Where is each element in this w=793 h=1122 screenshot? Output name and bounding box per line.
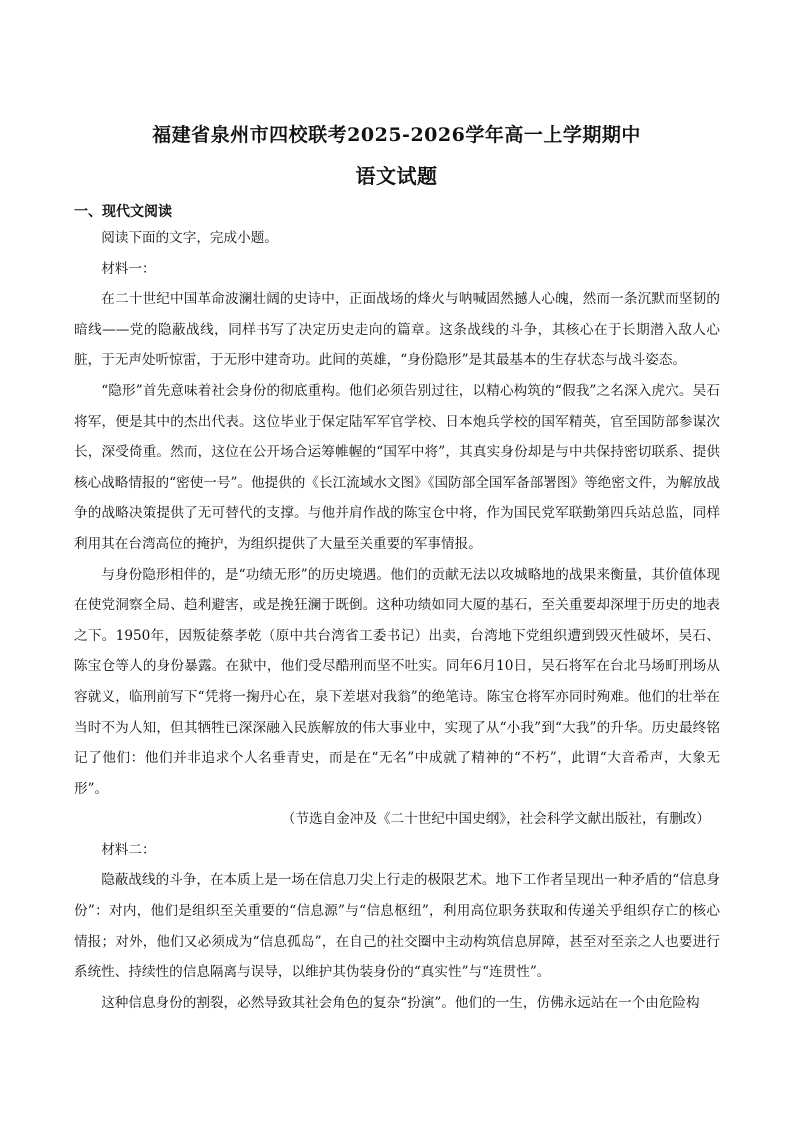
section-heading: 一、现代文阅读	[74, 204, 172, 220]
document-title: 福建省泉州市四校联考2025-2026学年高一上学期期中	[152, 124, 641, 146]
material2-paragraph: 隐蔽战线的斗争，在本质上是一场在信息刀尖上行走的极限艺术。地下工作者呈现出一种矛盾的“信息身份”：对内，他们是组织至关重要的“信息源”与“信息枢纽”，利用高位职务获取和传递关乎组织存亡的核心情报；对外，他们又必须成为“信息孤岛”，在自己的社交圈中主动构筑信息屏障，甚至对至亲之人也要进行系统性、持续性的信息隔离与误导，以维护其伪装身份的“真实性”与“连贯性”。	[74, 872, 720, 981]
material2-paragraph: 这种信息身份的割裂，必然导致其社会角色的复杂“扮演”。他们的一生，仿佛永远站在一个由危险构	[101, 994, 700, 1011]
instruction-text: 阅读下面的文字，完成小题。	[101, 230, 278, 246]
document-subtitle: 语文试题	[355, 164, 438, 188]
material1-source: （节选自金冲及《二十世纪中国史纲》，社会科学文献出版社，有删改）	[281, 811, 710, 828]
document-body	[74, 223, 720, 1018]
material2-label: 材料二：	[101, 841, 156, 858]
material1-paragraph: 在二十世纪中国革命波澜壮阔的史诗中，正面战场的烽火与呐喊固然撼人心魄，然而一条沉默而坚韧的暗线——党的隐蔽战线，同样书写了决定历史走向的篇章。这条战线的斗争，其核心在于长期潜入敌人心脏，于无声处听惊雷，于无形中建奇功。此间的英雄，“身份隐形”是其最基本的生存状态与战斗姿态。	[74, 291, 720, 369]
material1-paragraph: 与身份隐形相伴的，是“功绩无形”的历史境遇。他们的贡献无法以攻城略地的战果来衡量，其价值体现在使党洞察全局、趋利避害，或是挽狂澜于既倒。这种功绩如同大厦的基石，至关重要却深埋于历史的地表之下。1950年，因叛徒蔡孝乾（原中共台湾省工委书记）出卖，台湾地下党组织遭到毁灭性破坏，吴石、陈宝仓等人的身份暴露。在狱中，他们受尽酷刑而坚不吐实。同年6月10日，吴石将军在台北马场町刑场从容就义，临刑前写下“凭将一掬丹心在，泉下差堪对我翁”的绝笔诗。陈宝仓将军亦同时殉难。他们的壮举在当时不为人知，但其牺牲已深深融入民族解放的伟大事业中，实现了从“小我”到“大我”的升华。历史最终铭记了他们：他们并非追求个人名垂青史，而是在“无名”中成就了精神的“不朽”，此谓“大音希声，大象无形”。	[74, 566, 720, 797]
material1-paragraph: “隐形”首先意味着社会身份的彻底重构。他们必须告别过往，以精心构筑的“假我”之名深入虎穴。吴石将军，便是其中的杰出代表。这位毕业于保定陆军军官学校、日本炮兵学校的国军精英，官至国防部参谋次长，深受倚重。然而，这位在公开场合运筹帷幄的“国军中将”，其真实身份却是与中共保持密切联系、提供核心战略情报的“密使一号”。他提供的《长江流域水文图》《国防部全国军备部署图》等绝密文件，为解放战争的战略决策提供了无可替代的支撑。与他并肩作战的陈宝仓中将，作为国民党军联勤第四兵站总监，同样利用其在台湾高位的掩护，为组织提供了大量至关重要的军事情报。	[74, 382, 721, 552]
material1-label: 材料一：	[101, 260, 156, 277]
